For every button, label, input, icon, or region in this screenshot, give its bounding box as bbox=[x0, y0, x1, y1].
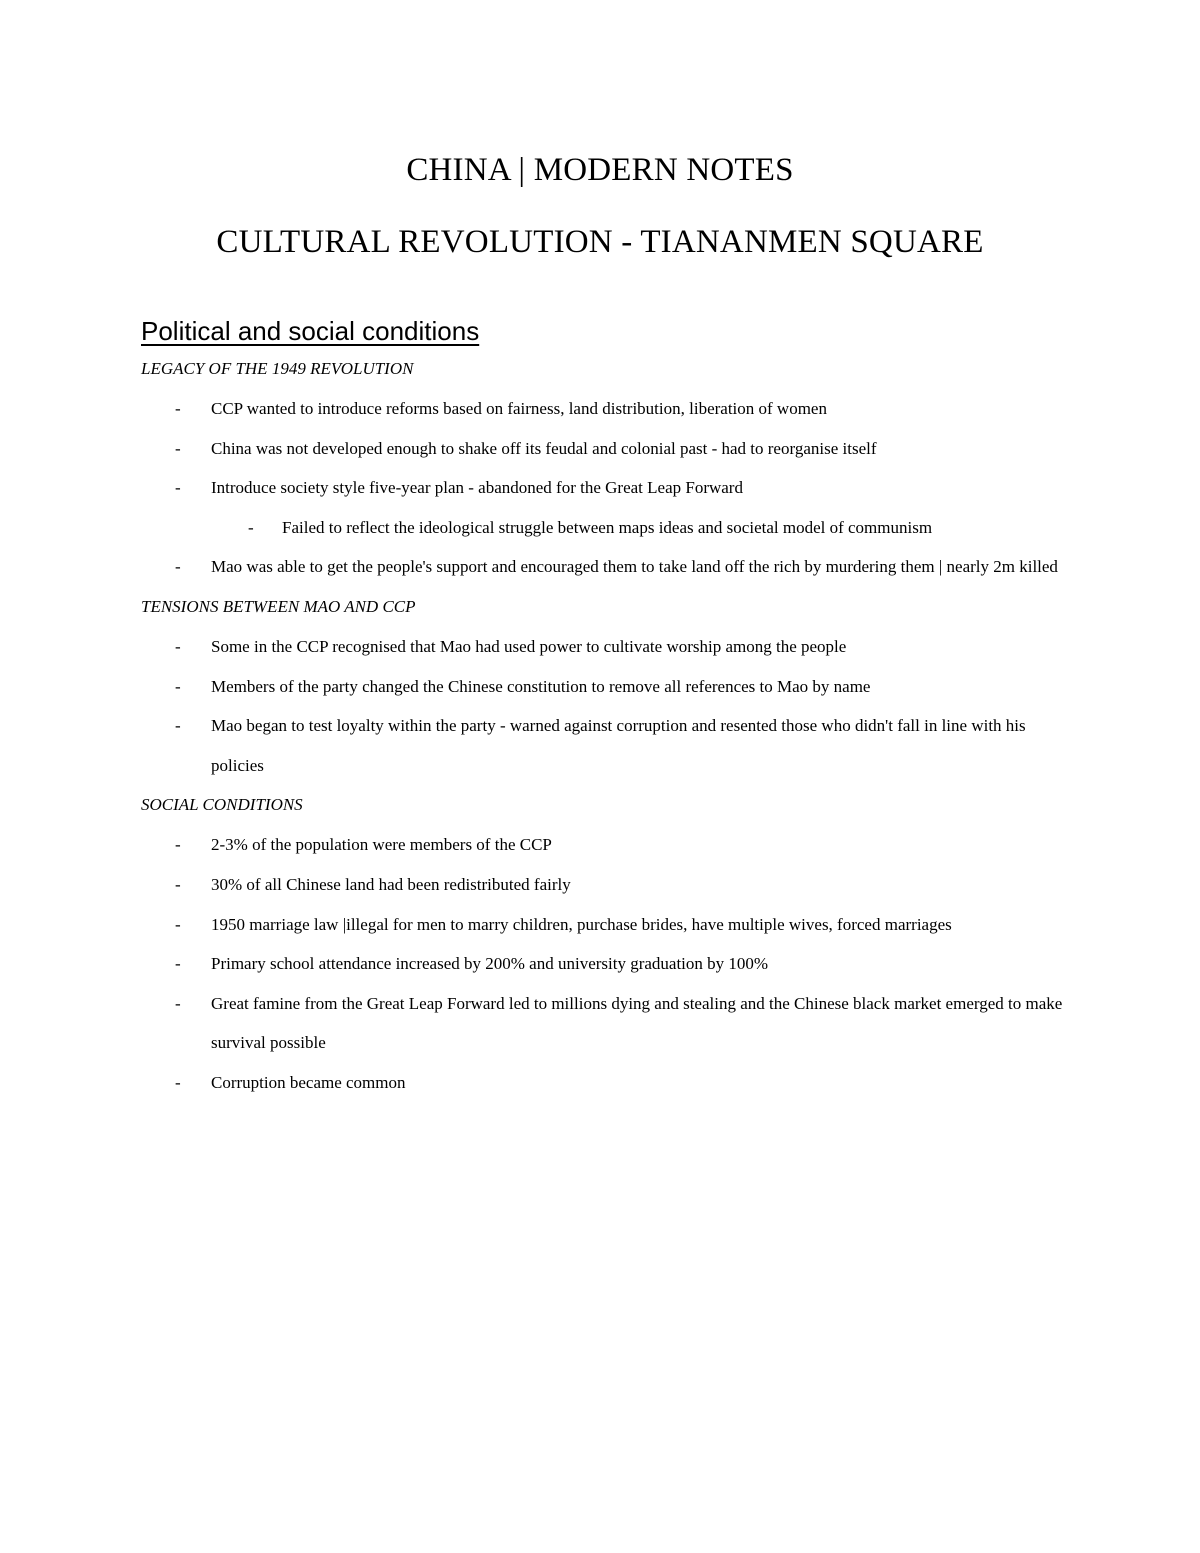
document-title: CHINA | MODERN NOTES bbox=[406, 152, 794, 188]
list-item-text: Corruption became common bbox=[211, 1072, 406, 1092]
list-item-text: 2-3% of the population were members of the CCP bbox=[211, 835, 552, 855]
list-item-text: Members of the party changed the Chinese constitution to remove all references to Mao by name bbox=[211, 676, 871, 696]
bullet-list-social bbox=[141, 825, 1081, 1102]
list-item bbox=[141, 905, 1081, 945]
bullet-dash: - bbox=[175, 676, 181, 696]
bullet-dash: - bbox=[175, 716, 181, 736]
bullet-dash: - bbox=[175, 438, 181, 458]
list-item bbox=[141, 627, 1081, 667]
list-item bbox=[141, 389, 1081, 429]
bullet-dash: - bbox=[175, 557, 181, 577]
list-item bbox=[141, 1063, 1081, 1103]
list-item bbox=[141, 984, 1081, 1063]
list-item bbox=[141, 944, 1081, 984]
list-item bbox=[141, 667, 1081, 707]
list-item-text: Mao was able to get the people's support and encouraged them to take land off the rich by murdering them | nearly 2m killed bbox=[211, 557, 1058, 577]
subheading-tensions: TENSIONS BETWEEN MAO AND CCP bbox=[141, 596, 416, 616]
list-item-text: Primary school attendance increased by 200% and university graduation by 100% bbox=[211, 954, 769, 974]
list-item-text: CCP wanted to introduce reforms based on fairness, land distribution, liberation of women bbox=[211, 399, 827, 418]
list-item-text: 30% of all Chinese land had been redistributed fairly bbox=[211, 874, 571, 894]
list-item bbox=[141, 429, 1081, 469]
bullet-dash: - bbox=[175, 1072, 181, 1092]
section-heading: Political and social conditions bbox=[141, 316, 480, 346]
list-item bbox=[141, 825, 1081, 865]
list-item-text: Some in the CCP recognised that Mao had used power to cultivate worship among the people bbox=[211, 636, 847, 656]
document-subtitle: CULTURAL REVOLUTION - TIANANMEN SQUARE bbox=[216, 224, 984, 260]
bullet-dash: - bbox=[175, 874, 181, 894]
list-item bbox=[141, 706, 1081, 785]
bullet-list-tensions bbox=[141, 627, 1081, 785]
list-item-text: Failed to reflect the ideological struggle between maps ideas and societal model of communism bbox=[282, 517, 933, 537]
list-item-text: Introduce society style five-year plan - abandoned for the Great Leap Forward bbox=[211, 478, 743, 498]
list-item bbox=[141, 468, 1081, 508]
list-item bbox=[141, 547, 1081, 587]
bullet-dash: - bbox=[175, 993, 181, 1013]
list-item bbox=[141, 865, 1081, 905]
bullet-dash: - bbox=[175, 954, 181, 974]
bullet-dash: - bbox=[175, 835, 181, 855]
subheading-social: SOCIAL CONDITIONS bbox=[141, 795, 303, 815]
bullet-dash: - bbox=[175, 636, 181, 656]
bullet-dash: - bbox=[175, 399, 181, 418]
list-item-text: Mao began to test loyalty within the party - warned against corruption and resented those who didn't fall in line with his policies bbox=[211, 716, 1026, 775]
bullet-dash: - bbox=[248, 517, 254, 537]
nested-list-item bbox=[141, 508, 1081, 548]
bullet-list-legacy bbox=[141, 389, 1081, 587]
notes-body bbox=[141, 356, 1081, 1103]
bullet-dash: - bbox=[175, 914, 181, 934]
bullet-dash: - bbox=[175, 478, 181, 498]
list-item-text: 1950 marriage law |illegal for men to marry children, purchase brides, have multiple wives, forced marriages bbox=[211, 914, 952, 934]
list-item-text: Great famine from the Great Leap Forward led to millions dying and stealing and the Chinese black market emerged to make survival possible bbox=[211, 993, 1063, 1053]
list-item-text: China was not developed enough to shake off its feudal and colonial past - had to reorganise itself bbox=[211, 438, 877, 458]
subheading-legacy: LEGACY OF THE 1949 REVOLUTION bbox=[141, 359, 414, 378]
